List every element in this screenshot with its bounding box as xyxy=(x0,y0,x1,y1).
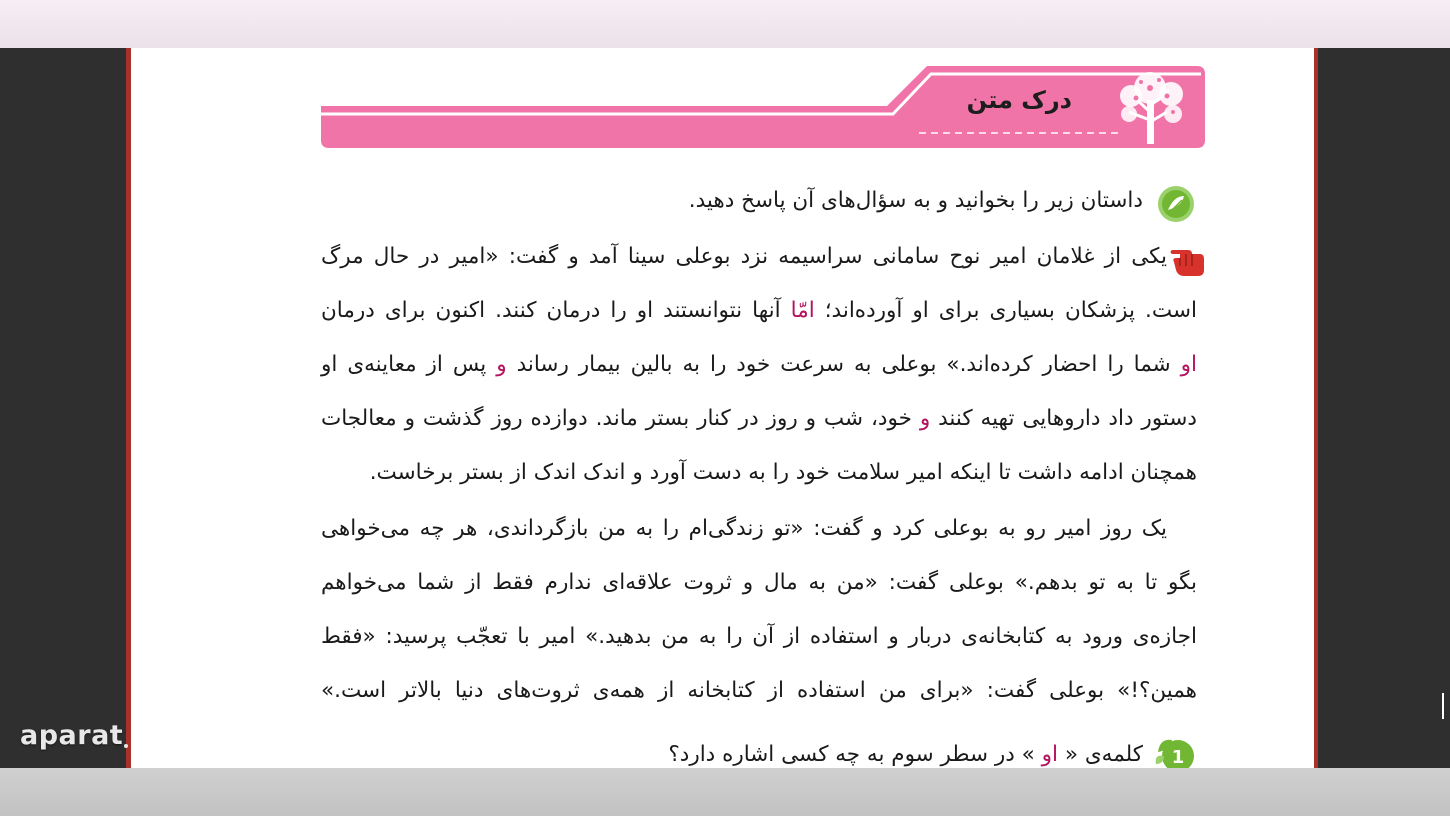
highlight-oo: او xyxy=(1180,352,1198,377)
story-line-2: است. پزشکان بسیاری برای او آورده‌اند؛ امّا آنها نتوانستند او را درمان کنند. اکنون برای درمان xyxy=(321,298,1197,323)
story-line-6: یک روز امیر رو به بوعلی کرد و گفت: «تو زندگی‌ام را به من بازگرداندی، هر چه می‌خواهی xyxy=(321,516,1167,541)
story-line-5: همچنان ادامه داشت تا اینکه امیر سلامت خود را به دست آورد و اندک اندک از بستر برخاست. xyxy=(369,460,1197,485)
instruction-text: داستان زیر را بخوانید و به سؤال‌های آن پاسخ دهید. xyxy=(688,188,1143,213)
story-line-1: یکی از غلامان امیر نوح سامانی سراسیمه نزد بوعلی سینا آمد و گفت: «امیر در حال مرگ xyxy=(321,244,1167,269)
aparat-watermark: aparat xyxy=(20,720,124,751)
pointing-hand-icon xyxy=(1168,240,1208,278)
watermark-dot xyxy=(124,744,128,748)
left-frame xyxy=(0,48,126,768)
right-frame xyxy=(1318,48,1450,768)
story-line-7: بگو تا به تو بدهم.» بوعلی گفت: «من به مال و ثروت علاقه‌ای ندارم فقط از شما می‌خواهم xyxy=(321,570,1197,595)
scroll-marker xyxy=(1442,693,1444,719)
question-1-text: کلمه‌ی « او » در سطر سوم به چه کسی اشاره دارد؟ xyxy=(668,742,1143,767)
leaf-bullet-icon xyxy=(1156,184,1196,224)
bottom-band xyxy=(0,768,1450,816)
page-edge-right xyxy=(1314,48,1318,768)
top-band xyxy=(0,0,1450,48)
story-line-3: او شما را احضار کرده‌اند.» بوعلی به سرعت خود را به بالین بیمار رساند و پس از معاینه‌ی او xyxy=(321,352,1198,377)
story-line-4: دستور داد داروهایی تهیه کنند و خود، شب و روز در کنار بستر ماند. دوازده روز گذشت و معالجات xyxy=(321,406,1197,431)
highlight-va: و xyxy=(496,352,507,377)
section-banner xyxy=(321,62,1207,148)
story-line-8: اجازه‌ی ورود به کتابخانه‌ی دربار و استفاده از آن را به من بدهید.» امیر با تعجّب پرسید: «فقط xyxy=(321,624,1197,649)
section-title: درک متن xyxy=(966,86,1072,114)
question-number: 1 xyxy=(1171,747,1185,768)
highlight-amma: امّا xyxy=(790,298,815,323)
leaf-number-icon xyxy=(1150,734,1196,768)
book-page xyxy=(131,48,1314,768)
question-highlight: او xyxy=(1041,742,1059,767)
highlight-va-2: و xyxy=(919,406,931,431)
story-line-9: همین؟!» بوعلی گفت: «برای من استفاده از کتابخانه از همه‌ی ثروت‌های دنیا بالاتر است.» xyxy=(321,678,1197,703)
